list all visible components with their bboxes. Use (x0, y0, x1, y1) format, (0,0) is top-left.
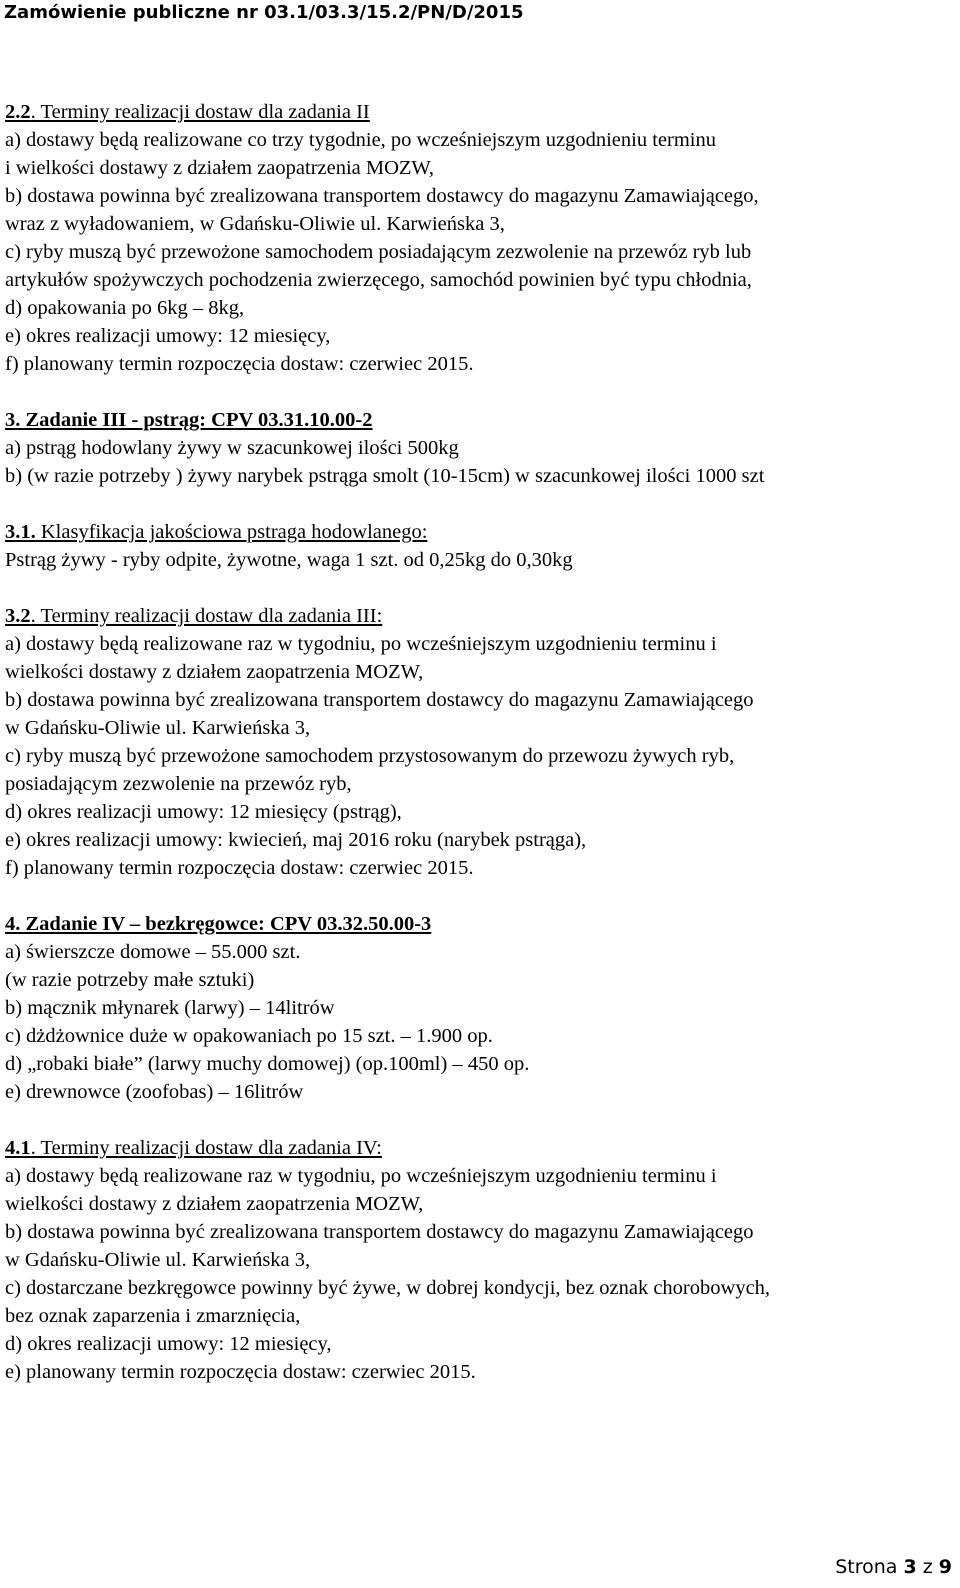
current-page-number: 3 (903, 1556, 917, 1578)
text-line: posiadającym zezwolenie na przewóz ryb, (5, 773, 352, 795)
footer-label: Strona (835, 1556, 904, 1578)
section-title: . Terminy realizacji dostaw dla zadania II (30, 101, 370, 123)
text-line: e) drewnowce (zoofobas) – 16litrów (5, 1081, 304, 1103)
text-line: c) ryby muszą być przewożone samochodem posiadającym zezwolenie na przewóz ryb lub (5, 241, 752, 263)
text-line: a) dostawy będą realizowane raz w tygodniu, po wcześniejszym uzgodnieniu terminu i (5, 1165, 717, 1187)
text-line: d) opakowania po 6kg – 8kg, (5, 297, 245, 319)
text-line: e) okres realizacji umowy: 12 miesięcy, (5, 325, 331, 347)
text-line: f) planowany termin rozpoczęcia dostaw: czerwiec 2015. (5, 353, 474, 375)
section-number: 3.2 (5, 605, 31, 627)
section-title: . Terminy realizacji dostaw dla zadania III: (30, 605, 383, 627)
page-footer (835, 1556, 952, 1578)
text-line: b) dostawa powinna być zrealizowana transportem dostawcy do magazynu Zamawiającego (5, 1221, 754, 1243)
text-line: artykułów spożywczych pochodzenia zwierzęcego, samochód powinien być typu chłodnia, (5, 269, 752, 291)
text-line: b) dostawa powinna być zrealizowana transportem dostawcy do magazynu Zamawiającego, (5, 185, 759, 207)
text-line: a) dostawy będą realizowane co trzy tygodnie, po wcześniejszym uzgodnieniu terminu (5, 129, 716, 151)
text-line: i wielkości dostawy z działem zaopatrzenia MOZW, (5, 157, 435, 179)
document-body (5, 98, 953, 1386)
section-number: 4.1 (5, 1137, 31, 1159)
text-line: d) okres realizacji umowy: 12 miesięcy, (5, 1333, 332, 1355)
text-line: wraz z wyładowaniem, w Gdańsku-Oliwie ul. Karwieńska 3, (5, 213, 505, 235)
text-line: f) planowany termin rozpoczęcia dostaw: czerwiec 2015. (5, 857, 474, 879)
text-line: b) mącznik młynarek (larwy) – 14litrów (5, 997, 335, 1019)
section-number: 3.1. (5, 521, 36, 543)
total-pages-number: 9 (938, 1556, 952, 1578)
section-number: 2.2 (5, 101, 31, 123)
page-header-title: Zamówienie publiczne nr 03.1/03.3/15.2/PN/D/2015 (4, 2, 524, 23)
text-line: e) okres realizacji umowy: kwiecień, maj 2016 roku (narybek pstrąga), (5, 829, 587, 851)
text-line: Pstrąg żywy - ryby odpite, żywotne, waga 1 szt. od 0,25kg do 0,30kg (5, 549, 573, 571)
text-line: w Gdańsku-Oliwie ul. Karwieńska 3, (5, 717, 311, 739)
section-4-1-heading (5, 1134, 953, 1162)
section-3-heading: 3. Zadanie III - pstrąg: CPV 03.31.10.00-2 (5, 409, 373, 431)
text-line: e) planowany termin rozpoczęcia dostaw: czerwiec 2015. (5, 1361, 476, 1383)
text-line: b) (w razie potrzeby ) żywy narybek pstrąga smolt (10-15cm) w szacunkowej ilości 1000 szt (5, 465, 765, 487)
section-title: . Terminy realizacji dostaw dla zadania IV: (30, 1137, 382, 1159)
section-4-heading: 4. Zadanie IV – bezkręgowce: CPV 03.32.50.00-3 (5, 913, 432, 935)
text-line: wielkości dostawy z działem zaopatrzenia MOZW, (5, 661, 424, 683)
text-line: b) dostawa powinna być zrealizowana transportem dostawcy do magazynu Zamawiającego (5, 689, 754, 711)
section-title: Klasyfikacja jakościowa pstraga hodowlanego: (35, 521, 428, 543)
text-line: c) dżdżownice duże w opakowaniach po 15 szt. – 1.900 op. (5, 1025, 493, 1047)
text-line: wielkości dostawy z działem zaopatrzenia MOZW, (5, 1193, 424, 1215)
footer-separator: z (916, 1556, 939, 1578)
text-line: a) świerszcze domowe – 55.000 szt. (5, 941, 301, 963)
text-line: a) pstrąg hodowlany żywy w szacunkowej ilości 500kg (5, 437, 459, 459)
text-line: d) okres realizacji umowy: 12 miesięcy (pstrąg), (5, 801, 402, 823)
text-line: c) ryby muszą być przewożone samochodem przystosowanym do przewozu żywych ryb, (5, 745, 735, 767)
section-3-1-heading (5, 518, 953, 546)
text-line: d) „robaki białe” (larwy muchy domowej) (op.100ml) – 450 op. (5, 1053, 530, 1075)
text-line: a) dostawy będą realizowane raz w tygodniu, po wcześniejszym uzgodnieniu terminu i (5, 633, 717, 655)
text-line: w Gdańsku-Oliwie ul. Karwieńska 3, (5, 1249, 311, 1271)
text-line: (w razie potrzeby małe sztuki) (5, 969, 255, 991)
section-3-2-heading (5, 602, 953, 630)
section-2-2-heading (5, 98, 953, 126)
text-line: c) dostarczane bezkręgowce powinny być żywe, w dobrej kondycji, bez oznak chorobowych, (5, 1277, 771, 1299)
text-line: bez oznak zaparzenia i zmarznięcia, (5, 1305, 301, 1327)
